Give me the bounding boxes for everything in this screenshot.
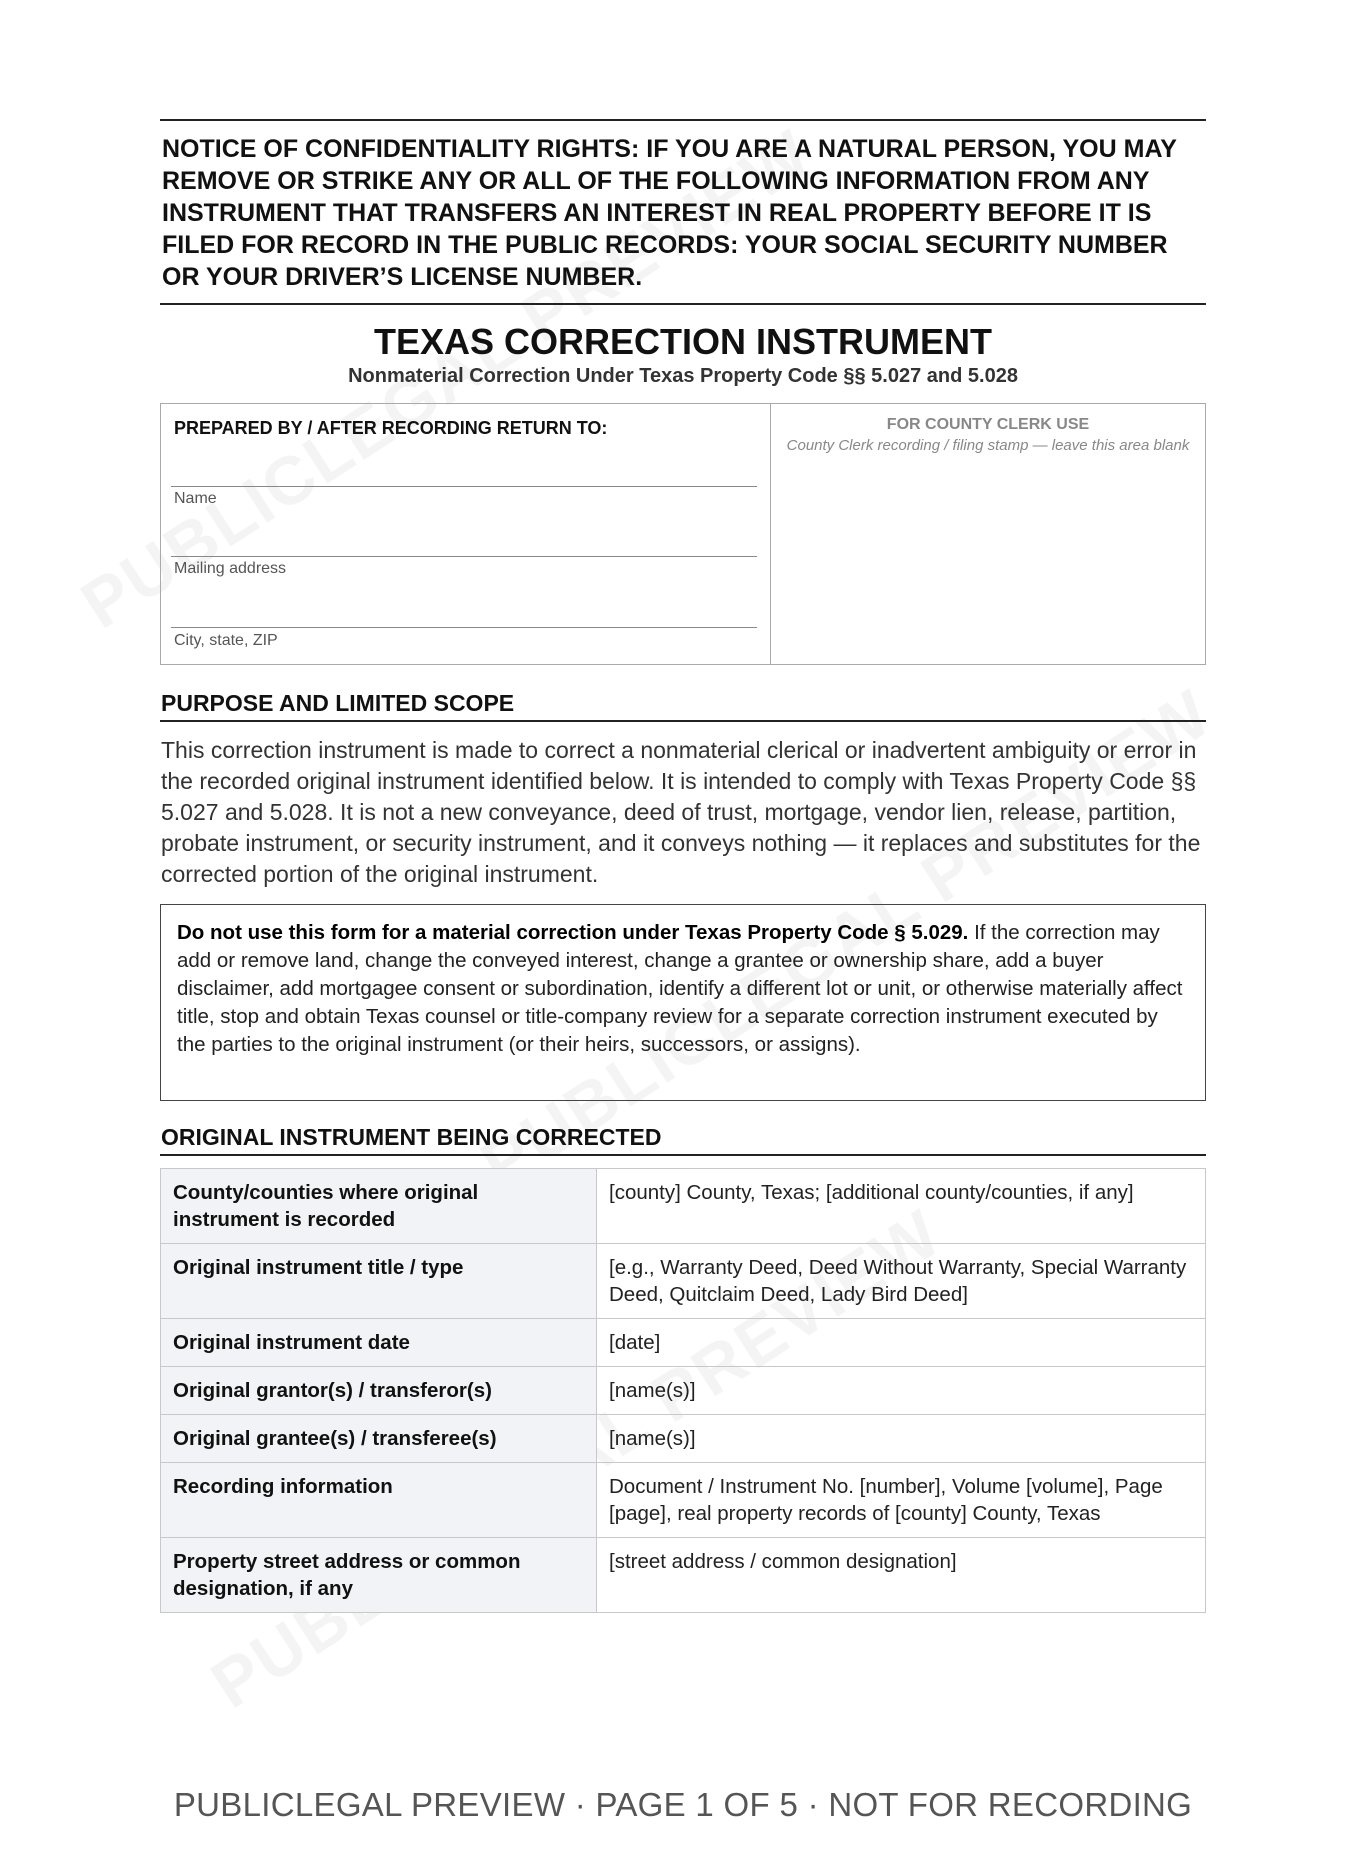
original-instrument-table (160, 1168, 1206, 1613)
county-clerk-area (771, 404, 1205, 664)
row-value[interactable]: [name(s)] (597, 1415, 1206, 1463)
row-label: Original grantee(s) / transferee(s) (161, 1415, 597, 1463)
table-row (161, 1367, 1206, 1415)
warning-text: If the correction may add or remove land, change the conveyed interest, change a grantee or ownership share, add a buyer disclaimer, add mortgagee consent or subordination, identify a different lot or unit, or otherwise materially affect title, stop and obtain Texas counsel or title-company review for a separate correction instrument executed by the parties to the original instrument (or their heirs, successors, or assigns). (177, 921, 1183, 1056)
table-row (161, 1244, 1206, 1319)
row-value[interactable]: [date] (597, 1319, 1206, 1367)
warning-bold-text: Do not use this form for a material correction under Texas Property Code § 5.029. (177, 921, 969, 944)
county-clerk-note: County Clerk recording / filing stamp — leave this area blank (786, 437, 1190, 454)
row-label: County/counties where original instrument is recorded (161, 1169, 597, 1244)
name-field[interactable] (171, 486, 757, 487)
row-label: Original instrument title / type (161, 1244, 597, 1319)
row-value[interactable]: [county] County, Texas; [additional county/counties, if any] (597, 1169, 1206, 1244)
mailing-address-field[interactable] (171, 556, 757, 557)
row-value[interactable]: [name(s)] (597, 1367, 1206, 1415)
page-footer: PUBLICLEGAL PREVIEW · PAGE 1 OF 5 · NOT FOR RECORDING (173, 1786, 1193, 1823)
prepared-by-heading: PREPARED BY / AFTER RECORDING RETURN TO: (174, 418, 608, 438)
row-label: Property street address or common designation, if any (161, 1538, 597, 1613)
mailing-address-label: Mailing address (174, 560, 287, 577)
original-instrument-heading: ORIGINAL INSTRUMENT BEING CORRECTED (160, 1124, 1206, 1156)
row-value[interactable]: [street address / common designation] (597, 1538, 1206, 1613)
city-state-zip-label: City, state, ZIP (174, 632, 278, 649)
table-row (161, 1415, 1206, 1463)
city-state-zip-field[interactable] (171, 627, 757, 628)
row-value[interactable]: [e.g., Warranty Deed, Deed Without Warranty, Special Warranty Deed, Quitclaim Deed, Lady Bird Deed] (597, 1244, 1206, 1319)
document-subtitle: Nonmaterial Correction Under Texas Property Code §§ 5.027 and 5.028 (348, 365, 1018, 387)
confidentiality-notice: NOTICE OF CONFIDENTIALITY RIGHTS: IF YOU ARE A NATURAL PERSON, YOU MAY REMOVE OR STRIKE ANY OR ALL OF THE FOLLOWING INFORMATION FROM ANY INSTRUMENT THAT TRANSFERS AN INTEREST IN REAL PROPERTY BEFORE IT IS FILED FOR RECORD IN THE PUBLIC RECORDS: YOUR SOCIAL SECURITY NUMBER OR YOUR DRIVER’S LICENSE NUMBER. (160, 119, 1206, 305)
row-label: Original grantor(s) / transferor(s) (161, 1367, 597, 1415)
table-row (161, 1538, 1206, 1613)
row-label: Recording information (161, 1463, 597, 1538)
table-row (161, 1463, 1206, 1538)
prepared-by-box (160, 403, 1206, 665)
purpose-heading: PURPOSE AND LIMITED SCOPE (160, 690, 1206, 722)
document-title: TEXAS CORRECTION INSTRUMENT (373, 321, 992, 362)
table-row (161, 1169, 1206, 1244)
row-label: Original instrument date (161, 1319, 597, 1367)
prepared-by-section (161, 404, 771, 664)
county-clerk-title: FOR COUNTY CLERK USE (886, 416, 1090, 433)
table-row (161, 1319, 1206, 1367)
material-correction-warning (160, 904, 1206, 1101)
purpose-text: This correction instrument is made to correct a nonmaterial clerical or inadvertent ambiguity or error in the recorded original instrument identified below. It is intended to comply with Texas Property Code §§ 5.027 and 5.028. It is not a new conveyance, deed of trust, mortgage, vendor lien, release, partition, probate instrument, or security instrument, and it conveys nothing — it replaces and substitutes for the corrected portion of the original instrument. (161, 737, 1201, 887)
row-value[interactable]: Document / Instrument No. [number], Volume [volume], Page [page], real property records of [county] County, Texas (597, 1463, 1206, 1538)
name-label: Name (174, 490, 217, 507)
